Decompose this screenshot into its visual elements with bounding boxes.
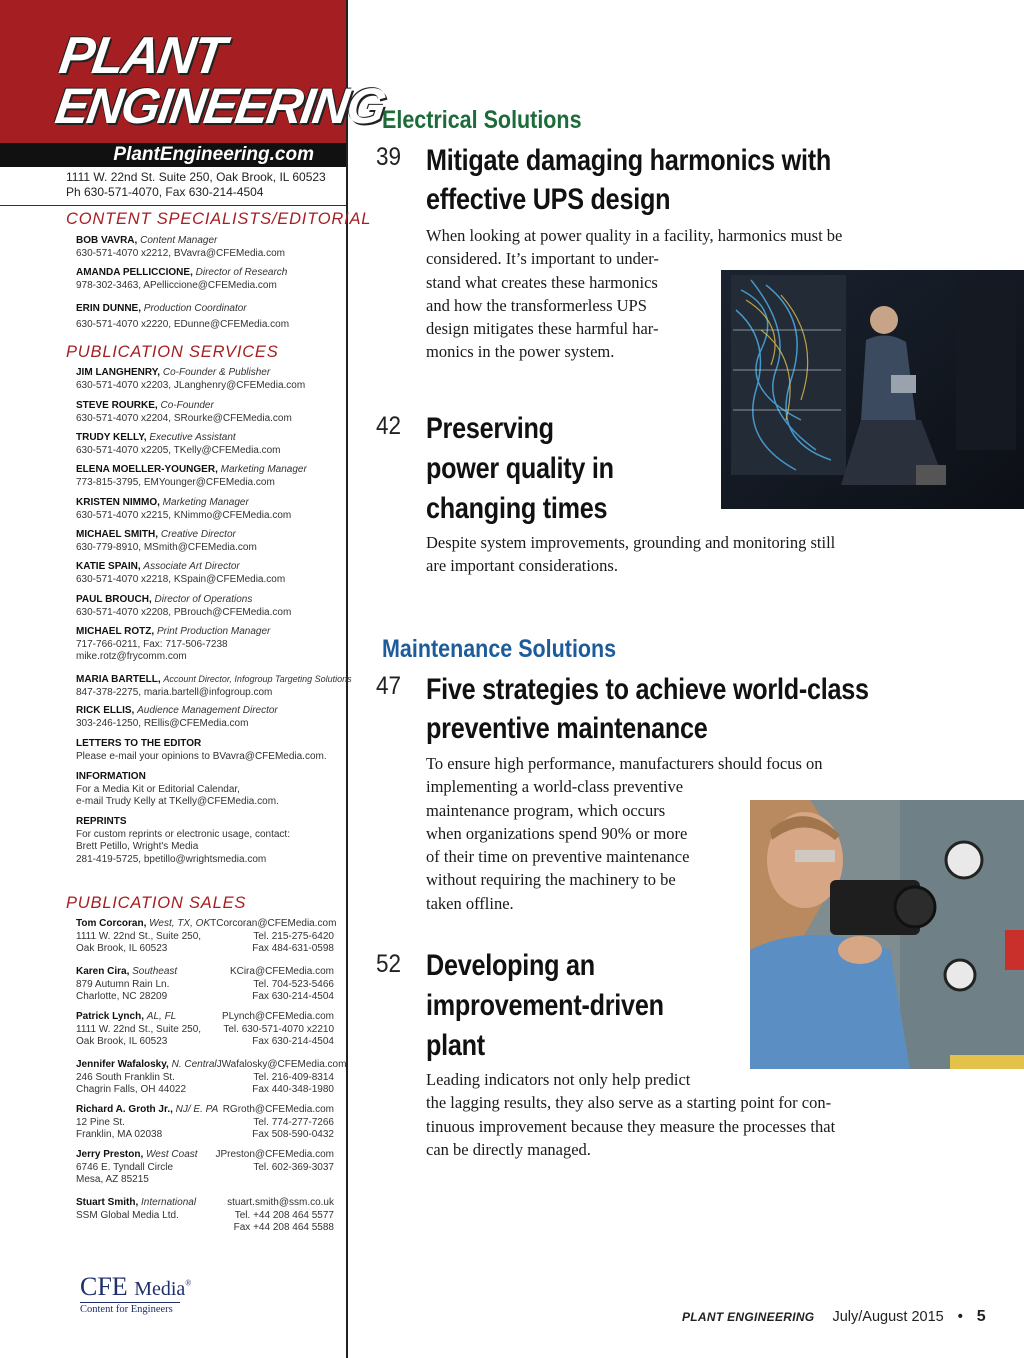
information-heading: INFORMATION bbox=[76, 771, 146, 782]
rep-email[interactable]: PLynch@CFEMedia.com bbox=[221, 1011, 334, 1022]
reprints-block bbox=[76, 816, 290, 866]
article-summary bbox=[426, 531, 835, 578]
summary-line: considered. It’s important to under- bbox=[426, 249, 659, 269]
staff-entry bbox=[76, 626, 270, 664]
rep-name: Stuart Smith, bbox=[76, 1197, 139, 1208]
footer-issue-date: July/August 2015 bbox=[832, 1309, 944, 1325]
staff-role: Creative Director bbox=[160, 529, 236, 540]
staff-role: Director of Operations bbox=[154, 594, 253, 605]
staff-entry bbox=[76, 235, 285, 260]
summary-line: design mitigates these harmful har- bbox=[426, 319, 659, 339]
title-line: Mitigate damaging harmonics with bbox=[426, 144, 831, 177]
rep-phone: Tel. 630-571-4070 x2210 bbox=[223, 1023, 334, 1035]
article-page-number: 52 bbox=[376, 950, 402, 978]
staff-role: Production Coordinator bbox=[143, 303, 247, 314]
logo-line-plant: PLANT bbox=[55, 27, 228, 85]
letters-text: Please e-mail your opinions to BVavra@CFEMedia.com. bbox=[76, 750, 327, 762]
editorial-heading: CONTENT SPECIALISTS/EDITORIAL bbox=[66, 210, 372, 228]
cfe-media-logo: CFE Media® Content for Engineers bbox=[80, 1272, 192, 1315]
title-line: changing times bbox=[426, 492, 608, 525]
staff-entry bbox=[76, 367, 305, 392]
staff-name: KRISTEN NIMMO, bbox=[76, 497, 160, 508]
rep-region: Southeast bbox=[132, 966, 178, 977]
staff-name: MICHAEL SMITH, bbox=[76, 529, 159, 540]
cfe-wordmark: CFE bbox=[80, 1272, 128, 1301]
reprints-text: For custom reprints or electronic usage, contact: bbox=[76, 828, 290, 840]
staff-name: TRUDY KELLY, bbox=[76, 432, 147, 443]
rep-email[interactable]: JPreston@CFEMedia.com bbox=[215, 1149, 334, 1160]
staff-contact: 717-766-0211, Fax: 717-506-7238 bbox=[76, 638, 228, 650]
staff-contact: 630-571-4070 x2220, EDunne@CFEMedia.com bbox=[76, 318, 290, 330]
rep-email[interactable]: stuart.smith@ssm.co.uk bbox=[227, 1197, 334, 1208]
rep-email[interactable]: KCira@CFEMedia.com bbox=[229, 966, 334, 977]
rep-fax: Fax +44 208 464 5588 bbox=[233, 1222, 334, 1233]
staff-contact: 630-571-4070 x2203, JLanghenry@CFEMedia.com bbox=[76, 379, 306, 391]
cfe-tagline: Content for Engineers bbox=[80, 1302, 180, 1315]
summary-line: Despite system improvements, grounding and monitoring still bbox=[426, 533, 836, 552]
staff-name: BOB VAVRA, bbox=[76, 235, 138, 246]
staff-contact: 630-779-8910, MSmith@CFEMedia.com bbox=[76, 541, 257, 553]
rep-email[interactable]: JWafalosky@CFEMedia.com bbox=[216, 1059, 347, 1070]
rep-fax: Fax 484-631-0598 bbox=[252, 943, 334, 954]
staff-role: Director of Research bbox=[195, 267, 288, 278]
staff-entry bbox=[76, 400, 292, 425]
title-line: Preserving bbox=[426, 412, 554, 445]
staff-contact: 630-571-4070 x2215, KNimmo@CFEMedia.com bbox=[76, 509, 292, 521]
summary-line: and how the transformerless UPS bbox=[426, 295, 647, 315]
plant-engineering-logo bbox=[0, 0, 388, 143]
staff-entry bbox=[76, 705, 278, 730]
rep-address: Oak Brook, IL 60523 bbox=[76, 1036, 168, 1047]
rep-address: 1111 W. 22nd St., Suite 250, bbox=[76, 1023, 202, 1035]
staff-name: JIM LANGHENRY, bbox=[76, 367, 161, 378]
staff-role: Content Manager bbox=[140, 235, 218, 246]
article-page-number: 47 bbox=[376, 672, 402, 700]
title-line: preventive maintenance bbox=[426, 712, 708, 745]
article-title[interactable] bbox=[426, 141, 831, 219]
rep-address: 1111 W. 22nd St., Suite 250, bbox=[76, 930, 202, 942]
phone-fax-line: Ph 630-571-4070, Fax 630-214-4504 bbox=[66, 185, 264, 199]
summary-line: To ensure high performance, manufacturers should focus on bbox=[426, 754, 823, 773]
staff-entry bbox=[76, 561, 285, 586]
staff-entry bbox=[76, 432, 281, 457]
maintenance-worker-camera-photo bbox=[750, 800, 1024, 1069]
staff-name: ERIN DUNNE, bbox=[76, 303, 142, 314]
staff-contact: 630-571-4070 x2204, SRourke@CFEMedia.com bbox=[76, 412, 292, 424]
staff-role: Co-Founder bbox=[160, 400, 214, 411]
rep-address: 246 South Franklin St. bbox=[76, 1071, 175, 1083]
summary-line: can be directly managed. bbox=[426, 1139, 591, 1159]
summary-line: stand what creates these harmonics bbox=[426, 272, 658, 292]
rep-phone: Tel. +44 208 464 5577 bbox=[234, 1209, 334, 1221]
rep-name: Patrick Lynch, bbox=[76, 1011, 144, 1022]
sales-rep-entry bbox=[76, 1149, 334, 1187]
rep-fax: Fax 630-214-4504 bbox=[252, 991, 334, 1002]
rep-name: Richard A. Groth Jr., bbox=[76, 1104, 173, 1115]
rep-address: 12 Pine St. bbox=[76, 1116, 125, 1128]
address-line: 1111 W. 22nd St. Suite 250, Oak Brook, IL 60523 bbox=[66, 170, 326, 184]
staff-role: Account Director, Infogroup Targeting Solutions bbox=[163, 674, 352, 684]
summary-line: taken offline. bbox=[426, 893, 514, 913]
footer-magazine-name: PLANT ENGINEERING bbox=[682, 1310, 815, 1324]
rep-address: Oak Brook, IL 60523 bbox=[76, 943, 168, 954]
staff-entry bbox=[76, 594, 291, 619]
sales-rep-entry bbox=[76, 1011, 334, 1049]
footer-page-number: 5 bbox=[976, 1308, 986, 1325]
rep-address: Mesa, AZ 85215 bbox=[76, 1174, 149, 1185]
rep-address: SSM Global Media Ltd. bbox=[76, 1209, 179, 1221]
staff-entry bbox=[76, 673, 352, 699]
staff-contact: 773-815-3795, EMYounger@CFEMedia.com bbox=[76, 476, 275, 488]
summary-line: tinuous improvement because they measure the processes that bbox=[426, 1116, 836, 1136]
rep-email[interactable]: TCorcoran@CFEMedia.com bbox=[210, 918, 337, 929]
rep-region: West, TX, OK bbox=[149, 918, 211, 929]
rep-fax: Fax 440-348-1980 bbox=[252, 1084, 334, 1095]
staff-contact: 630-571-4070 x2208, PBrouch@CFEMedia.com bbox=[76, 606, 292, 618]
sales-rep-entry bbox=[76, 1104, 334, 1142]
footer-bullet: • bbox=[957, 1309, 963, 1325]
rep-fax: Fax 630-214-4504 bbox=[252, 1036, 334, 1047]
rep-name: Jennifer Wafalosky, bbox=[76, 1059, 169, 1070]
letters-heading: LETTERS TO THE EDITOR bbox=[76, 738, 202, 749]
staff-contact: 847-378-2275, maria.bartell@infogroup.com bbox=[76, 686, 273, 698]
staff-name: MICHAEL ROTZ, bbox=[76, 626, 155, 637]
rep-address: Chagrin Falls, OH 44022 bbox=[76, 1084, 187, 1095]
cfe-media-word: Media bbox=[134, 1278, 186, 1300]
rep-region: West Coast bbox=[146, 1149, 198, 1160]
staff-name: KATIE SPAIN, bbox=[76, 561, 141, 572]
rep-phone: Tel. 774-277-7266 bbox=[253, 1116, 334, 1128]
staff-entry bbox=[76, 529, 257, 554]
rep-address: Franklin, MA 02038 bbox=[76, 1129, 163, 1140]
staff-role: Executive Assistant bbox=[149, 432, 236, 443]
rep-address: 879 Autumn Rain Ln. bbox=[76, 978, 170, 990]
summary-line: maintenance program, which occurs bbox=[426, 800, 666, 820]
summary-line: monics in the power system. bbox=[426, 342, 615, 362]
information-text: e-mail Trudy Kelly at TKelly@CFEMedia.com. bbox=[76, 796, 279, 807]
rep-region: N. Central bbox=[171, 1059, 217, 1070]
rep-region: International bbox=[141, 1197, 197, 1208]
staff-role: Print Production Manager bbox=[156, 626, 271, 637]
logo-line-engineering: ENGINEERING bbox=[52, 78, 388, 134]
title-line: Five strategies to achieve world-class bbox=[426, 673, 869, 706]
sales-rep-entry bbox=[76, 1059, 347, 1097]
sales-rep-entry bbox=[76, 918, 337, 956]
staff-name: AMANDA PELLICCIONE, bbox=[76, 267, 193, 278]
staff-role: Associate Art Director bbox=[143, 561, 240, 572]
summary-line: without requiring the machinery to be bbox=[426, 870, 676, 890]
summary-line: the lagging results, they also serve as a starting point for con- bbox=[426, 1093, 832, 1113]
rep-phone: Tel. 216-409-8314 bbox=[253, 1071, 334, 1083]
staff-contact: mike.rotz@frycomm.com bbox=[76, 651, 187, 662]
url-bar bbox=[0, 143, 346, 167]
reprints-text: Brett Petillo, Wright's Media bbox=[76, 841, 199, 852]
title-line: Developing an bbox=[426, 949, 595, 982]
staff-contact: 630-571-4070 x2212, BVavra@CFEMedia.com bbox=[76, 247, 285, 259]
title-line: plant bbox=[426, 1029, 485, 1062]
maintenance-solutions-heading: Maintenance Solutions bbox=[382, 635, 617, 663]
reprints-text: 281-419-5725, bpetillo@wrightsmedia.com bbox=[76, 853, 267, 865]
staff-role: Audience Management Director bbox=[137, 705, 278, 716]
rep-name: Karen Cira, bbox=[76, 966, 130, 977]
staff-entry bbox=[76, 464, 307, 489]
staff-contact: 630-571-4070 x2205, TKelly@CFEMedia.com bbox=[76, 444, 281, 456]
staff-name: PAUL BROUCH, bbox=[76, 594, 152, 605]
information-block bbox=[76, 771, 279, 809]
staff-role: Co-Founder & Publisher bbox=[162, 367, 271, 378]
summary-line: When looking at power quality in a facility, harmonics must be bbox=[426, 226, 843, 245]
divider bbox=[0, 205, 346, 206]
title-line: effective UPS design bbox=[426, 183, 671, 216]
letters-block bbox=[76, 738, 327, 763]
reprints-heading: REPRINTS bbox=[76, 816, 127, 827]
staff-contact: 630-571-4070 x2218, KSpain@CFEMedia.com bbox=[76, 573, 286, 585]
summary-line: implementing a world-class preventive bbox=[426, 777, 684, 797]
staff-role: Marketing Manager bbox=[162, 497, 249, 508]
staff-entry bbox=[76, 267, 287, 292]
title-line: improvement-driven bbox=[426, 989, 664, 1022]
rep-phone: Tel. 602-369-3037 bbox=[253, 1161, 334, 1173]
summary-line: when organizations spend 90% or more bbox=[426, 823, 688, 843]
electrical-solutions-heading: Electrical Solutions bbox=[382, 106, 582, 134]
summary-line: are important considerations. bbox=[426, 556, 618, 576]
rep-name: Tom Corcoran, bbox=[76, 918, 147, 929]
rep-address: Charlotte, NC 28209 bbox=[76, 991, 168, 1002]
data-center-technician-photo bbox=[721, 270, 1024, 509]
article-summary bbox=[426, 1068, 835, 1161]
article-page-number: 39 bbox=[376, 143, 402, 171]
office-address bbox=[66, 170, 326, 200]
masthead-column bbox=[0, 0, 388, 1358]
staff-entry bbox=[76, 301, 289, 332]
staff-role: Marketing Manager bbox=[220, 464, 307, 475]
article-title[interactable] bbox=[426, 670, 869, 748]
sales-rep-entry bbox=[76, 1197, 334, 1235]
title-line: power quality in bbox=[426, 452, 614, 485]
rep-region: AL, FL bbox=[146, 1011, 177, 1022]
summary-line: of their time on preventive maintenance bbox=[426, 847, 690, 867]
rep-name: Jerry Preston, bbox=[76, 1149, 144, 1160]
article-page-number: 42 bbox=[376, 412, 402, 440]
rep-fax: Fax 508-590-0432 bbox=[252, 1129, 334, 1140]
sales-rep-entry bbox=[76, 966, 334, 1004]
rep-phone: Tel. 215-275-6420 bbox=[253, 930, 334, 942]
services-heading: PUBLICATION SERVICES bbox=[66, 343, 279, 361]
website-url[interactable]: PlantEngineering.com bbox=[113, 144, 314, 165]
staff-name: ELENA MOELLER-YOUNGER, bbox=[76, 464, 218, 475]
staff-name: STEVE ROURKE, bbox=[76, 400, 158, 411]
staff-name: MARIA BARTELL, bbox=[76, 674, 161, 685]
article-title[interactable] bbox=[426, 946, 664, 1066]
article-title[interactable] bbox=[426, 409, 614, 529]
staff-name: RICK ELLIS, bbox=[76, 705, 135, 716]
rep-phone: Tel. 704-523-5466 bbox=[253, 978, 334, 990]
sales-heading: PUBLICATION SALES bbox=[66, 894, 247, 912]
page-footer bbox=[682, 1308, 986, 1326]
information-text: For a Media Kit or Editorial Calendar, bbox=[76, 783, 240, 795]
rep-address: 6746 E. Tyndall Circle bbox=[76, 1161, 174, 1173]
staff-contact: 978-302-3463, APelliccione@CFEMedia.com bbox=[76, 279, 277, 291]
rep-region: NJ/ E. PA bbox=[175, 1104, 219, 1115]
summary-line: Leading indicators not only help predict bbox=[426, 1070, 691, 1089]
rep-email[interactable]: RGroth@CFEMedia.com bbox=[222, 1104, 334, 1115]
staff-entry bbox=[76, 497, 291, 522]
staff-contact: 303-246-1250, REllis@CFEMedia.com bbox=[76, 717, 249, 729]
